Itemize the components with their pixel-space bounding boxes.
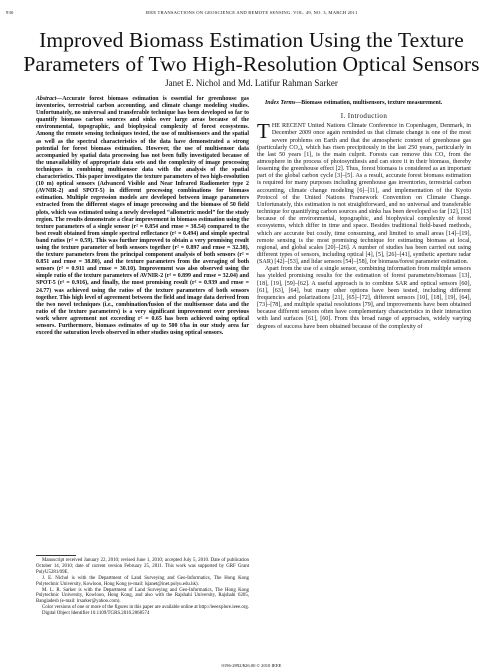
- intro-paragraph-1: [257, 119, 471, 266]
- footnotes: [36, 558, 249, 617]
- journal-header: IEEE TRANSACTIONS ON GEOSCIENCE AND REMOTE SENSING, VOL. 49, NO. 3, MARCH 2011: [145, 10, 358, 15]
- footnote-color-versions: Color versions of one or more of the figures in this paper are available online at http://ieeexplore.ieee.org.: [42, 605, 250, 611]
- index-terms-text: —Biomass estimation, multisensors, texture measurement.: [295, 100, 443, 106]
- copyright-line: 0196-2892/$26.00 © 2010 IEEE: [221, 663, 282, 668]
- intro-paragraph-1-text: HE RECENT United Nations Climate Conference in Copenhagen, Denmark, in December 2009 once again reminded us that climate change is one of the most severe problems on Earth and that the atmospheric content of greenhouse gas (particularly CO₂), which has risen precipitously in the last 250 years, particularly in the last 50 years [1], is the main culprit. Forests can remove this CO₂ from the atmosphere in the process of photosynthesis and can store it in their biomass, thereby lessening the greenhouse effect [2]. Thus, forest biomass is considered as an important part of the global carbon cycle [3]–[5]. As a result, accurate forest biomass estimation is required for many purposes including greenhouse gas inventories, terrestrial carbon accounting, climate change modeling [6]–[11], and implementation of the Kyoto Protocol of the United Nations Framework Convention on Climate Change. Unfortunately, this estimation is not straightforward, and no universal and transferable technique for quantifying carbon sources and sinks has been developed so far [12], [13] because of the environmental, topographic, and biophysical complexity of forest ecosystems, which differ in time and space. Besides traditional field-based methods, which are accurate but costly, time consuming, and limited to small areas [14]–[19], remote sensing is the most promising technique for estimating biomass at local, regional, and global scales [20]–[26]. A number of studies has been carried out using different types of sensors, including optical [4], [5], [26]–[41], synthetic aperture radar (SAR) [42]–[53], and lidar sensors [54]–[58], for biomass/forest parameter estimation.: [257, 123, 471, 266]
- page-number: 930: [6, 10, 14, 15]
- abstract-text: —Accurate forest biomass estimation is essential for greenhouse gas inventories, terrestrial carbon accounting, and climate change modeling studies. Unfortunately, no universal and transferable technique has been developed so far to quantify biomass carbon sources and sinks over large areas because of the environmental, topographic, and biophysical complexity of forest ecosystems. Among the remote sensing techniques tested, the use of multisensors and the spatial as well as the spectral characteristics of the data have demonstrated a strong potential for forest biomass estimation. However, the use of multisensor data accompanied by spatial data processing has not been fully investigated because of the unavailability of appropriate data sets and the complexity of image processing techniques in combining multisensor data with the analysis of the spatial characteristics. This paper investigates the texture parameters of two high-resolution (10 m) optical sensors (Advanced Visible and Near Infrared Radiometer type 2 (AVNIR-2) and SPOT-5) in different processing combinations for biomass estimation. Multiple regression models are developed between image parameters extracted from the different stages of image processing and the biomass of 50 field plots, which was estimated using a newly developed “allometric model” for the study region. The results demonstrate a clear improvement in biomass estimation using the texture parameters of a single sensor (r² = 0.854 and rmse = 38.54) compared to the best result obtained from simple spectral reflectance (r² = 0.494) and simple spectral band ratios (r² = 0.59). This was further improved to obtain a very promising result using the texture parameter of both sensors together (r² = 0.897 and rmse = 32.38), the texture parameters from the principal component analysis of both sensors (r² = 0.851 and rmse = 38.80), and the texture parameters from the averaging of both sensors (r² = 0.911 and rmse = 30.10). Improvement was also observed using the simple ratio of the texture parameters of AVNIR-2 (r² = 0.899 and rmse = 32.04) and SPOT-5 (r² = 0.916), and finally, the most promising result (r² = 0.939 and rmse = 24.77) was achieved using the ratios of the texture parameters of both sensors together. This high level of agreement between the field and image data derived from the two novel techniques (i.e., combination/fusion of the multisensor data and the ratio of the texture parameters) is a very significant improvement over previous work where agreement not exceeding r² = 0.65 has been achieved using optical sensors. Furthermore, biomass estimates of up to 500 t/ha in our study area far exceed the saturation levels observed in other studies using optical sensors.: [36, 96, 249, 337]
- index-terms: [257, 100, 471, 107]
- running-header: [6, 10, 497, 18]
- footnote-doi: Digital Object Identifier 10.1109/TGRS.2010.2068574: [42, 611, 150, 617]
- section-heading: I. Introduction: [340, 112, 388, 121]
- intro-body: [257, 119, 471, 331]
- paper-title: Improved Biomass Estimation Using the Texture Parameters of Two High-Resolution Optical Sensors: [23, 28, 480, 76]
- footnote-manuscript: Manuscript received January 22, 2010; revised June 1, 2010; accepted July 5, 2010. Date of publication October 14, 2010; date of current version February 25, 2011. This work was supported by GRF Grant PolyU5281/09E.: [36, 558, 249, 575]
- left-column: [36, 96, 249, 337]
- abstract: [36, 96, 249, 337]
- abstract-label: Abstract: [36, 96, 57, 102]
- footnote-rule: [36, 555, 76, 556]
- footnote-author-sarker: M. L. R. Sarker is with the Department of Land Surveying and Geo-Informatics, The Hong Kong Polytechnic University, Kowloon, Hong Kong, and also with the Rajshahi University, Rajshahi 6205, Bangladesh (e-mail: lrsarker@yahoo.com).: [36, 587, 249, 605]
- index-terms-label: Index Terms: [265, 100, 296, 106]
- drop-cap: T: [257, 119, 270, 144]
- intro-paragraph-2: Apart from the use of a single sensor, combining information from multiple sensors has yielded promising results for the estimation of forest parameters/biomass [13], [18], [19], [59]–[62]. A useful approach is to combine SAR and optical sensors [60], [61], [63], [64], but many other options have been tested, including different frequencies and polarizations [21], [65]–[72], different sensors [10], [18], [19], [64], [73]–[78], and multiple spatial resolutions [79], and improvements have been obtained because different sensors often have complementary characteristics in their interaction with land surfaces [61], [60]. From this broad range of approaches, widely varying degrees of success have been obtained because of the complexity of: [257, 266, 471, 330]
- footnote-author-nichol: J. E. Nichol is with the Department of Land Surveying and Geo-Informatics, The Hong Kong Polytechnic University, Kowloon, Hong Kong (e-mail: lsjanet@inet.polyu.edu.hk).: [36, 575, 249, 587]
- paper-authors: Janet E. Nichol and Md. Latifur Rahman Sarker: [165, 78, 338, 88]
- right-column: [257, 96, 471, 331]
